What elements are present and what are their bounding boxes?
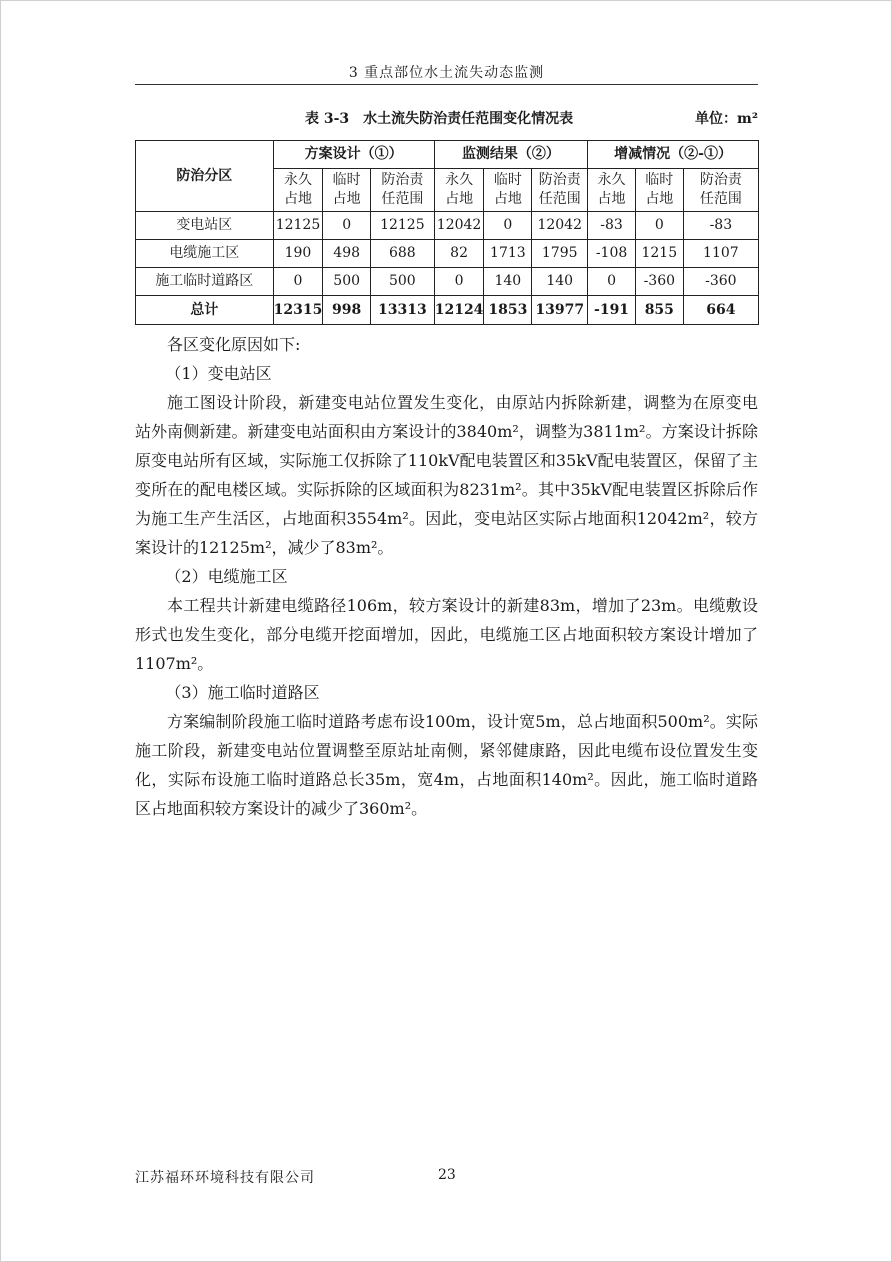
table-unit: 单位：m² xyxy=(695,111,758,127)
sub-header-permanent: 永久 占地 xyxy=(588,169,636,212)
table-row xyxy=(136,240,759,268)
value-cell: 0 xyxy=(588,268,636,296)
zone-cell: 变电站区 xyxy=(136,212,274,240)
sub-header-permanent: 永久 占地 xyxy=(273,169,323,212)
sub-header-temporary: 临时 占地 xyxy=(323,169,371,212)
page-number: 23 xyxy=(438,1167,456,1183)
value-cell: -360 xyxy=(635,268,683,296)
zone-column-header: 防治分区 xyxy=(136,141,274,212)
zone-cell: 电缆施工区 xyxy=(136,240,274,268)
group-header-monitoring: 监测结果（②） xyxy=(434,141,587,169)
total-cell: -191 xyxy=(588,296,636,325)
value-cell: 500 xyxy=(323,268,371,296)
group-header-plan: 方案设计（①） xyxy=(273,141,434,169)
value-cell: 498 xyxy=(323,240,371,268)
value-cell: 0 xyxy=(484,212,532,240)
value-cell: 12125 xyxy=(371,212,435,240)
sub-header-scope: 防治责 任范围 xyxy=(532,169,588,212)
value-cell: 0 xyxy=(323,212,371,240)
section-heading: （2）电缆施工区 xyxy=(165,567,288,586)
total-cell: 664 xyxy=(683,296,758,325)
value-cell: -108 xyxy=(588,240,636,268)
value-cell: 1713 xyxy=(484,240,532,268)
section-paragraph: 施工图设计阶段，新建变电站位置发生变化，由原站内拆除新建，调整为在原变电站外南侧新建。新建变电站面积由方案设计的3840m²，调整为3811m²。方案设计拆除原变电站所有区域，实际施工仅拆除了110kV配电装置区和35kV配电装置区，保留了主变所在的配电楼区域。实际拆除的区域面积为8231m²。其中35kV配电装置区拆除后作为施工生产生活区，占地面积3554m²。因此，变电站区实际占地面积12042m²，较方案设计的12125m²，减少了83m²。 xyxy=(135,393,758,557)
table-total-row xyxy=(136,296,759,325)
value-cell: 688 xyxy=(371,240,435,268)
value-cell: 1107 xyxy=(683,240,758,268)
table-row xyxy=(136,212,759,240)
total-cell: 855 xyxy=(635,296,683,325)
value-cell: 1215 xyxy=(635,240,683,268)
section-paragraph: 本工程共计新建电缆路径106m，较方案设计的新建83m，增加了23m。电缆敷设形式也发生变化，部分电缆开挖面增加，因此，电缆施工区占地面积较方案设计增加了1107m²。 xyxy=(135,596,758,673)
sub-header-temporary: 临时 占地 xyxy=(635,169,683,212)
sub-header-temporary: 临时 占地 xyxy=(484,169,532,212)
sub-header-scope: 防治责 任范围 xyxy=(371,169,435,212)
running-header: 3 重点部位水土流失动态监测 xyxy=(348,65,545,81)
sub-header-scope: 防治责 任范围 xyxy=(683,169,758,212)
table-title: 表 3-3 水土流失防治责任范围变化情况表 xyxy=(305,111,574,127)
value-cell: 12042 xyxy=(532,212,588,240)
value-cell: -83 xyxy=(588,212,636,240)
value-cell: 0 xyxy=(434,268,484,296)
value-cell: -360 xyxy=(683,268,758,296)
total-cell: 12124 xyxy=(434,296,484,325)
zone-cell: 施工临时道路区 xyxy=(136,268,274,296)
value-cell: 500 xyxy=(371,268,435,296)
value-cell: 190 xyxy=(273,240,323,268)
sub-header-permanent: 永久 占地 xyxy=(434,169,484,212)
zone-cell: 总计 xyxy=(136,296,274,325)
header-rule xyxy=(135,84,758,85)
responsibility-scope-table xyxy=(135,140,759,325)
table-row xyxy=(136,268,759,296)
value-cell: 82 xyxy=(434,240,484,268)
value-cell: 1795 xyxy=(532,240,588,268)
section-heading: （3）施工临时道路区 xyxy=(165,683,320,702)
value-cell: 140 xyxy=(532,268,588,296)
body-text xyxy=(135,330,758,823)
total-cell: 998 xyxy=(323,296,371,325)
total-cell: 12315 xyxy=(273,296,323,325)
value-cell: 140 xyxy=(484,268,532,296)
table-caption xyxy=(135,108,758,128)
group-header-change: 增减情况（②-①） xyxy=(588,141,759,169)
value-cell: 0 xyxy=(635,212,683,240)
value-cell: 12125 xyxy=(273,212,323,240)
section-paragraph: 方案编制阶段施工临时道路考虑布设100m，设计宽5m，总占地面积500m²。实际施工阶段，新建变电站位置调整至原站址南侧，紧邻健康路，因此电缆布设位置发生变化，实际布设施工临时道路总长35m，宽4m，占地面积140m²。因此，施工临时道路区占地面积较方案设计的减少了360m²。 xyxy=(135,712,758,818)
total-cell: 13313 xyxy=(371,296,435,325)
value-cell: 0 xyxy=(273,268,323,296)
intro-paragraph: 各区变化原因如下: xyxy=(167,335,301,354)
total-cell: 13977 xyxy=(532,296,588,325)
section-heading: （1）变电站区 xyxy=(165,364,272,383)
value-cell: -83 xyxy=(683,212,758,240)
value-cell: 12042 xyxy=(434,212,484,240)
total-cell: 1853 xyxy=(484,296,532,325)
footer-company: 江苏福环环境科技有限公司 xyxy=(135,1170,315,1186)
